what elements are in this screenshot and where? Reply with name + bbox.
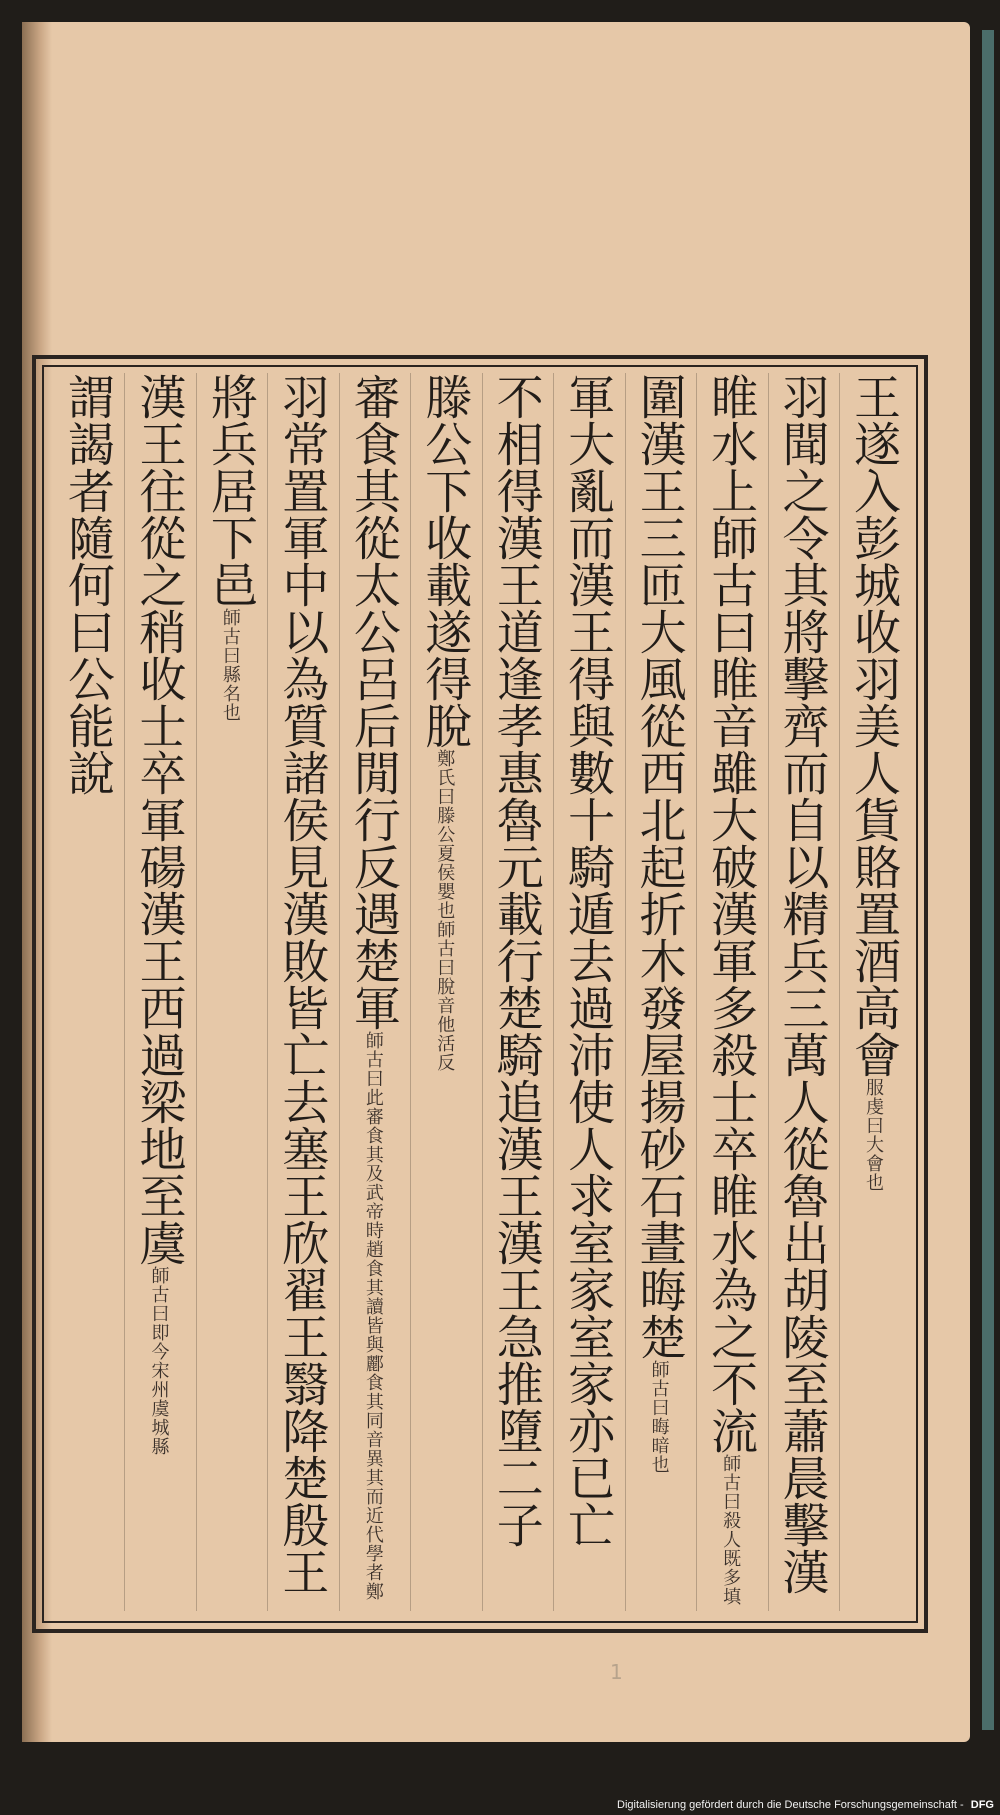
main-text: 羽常置軍中以為質諸侯見漢敗皆亡去塞王欣翟王翳降楚殷王 (274, 373, 330, 1595)
text-columns (54, 373, 906, 1611)
text-column (482, 373, 549, 1611)
commentary: 師古曰此審食其及武帝時趙食其讀皆與酈食其同音異其而近代學者鄭 (362, 1031, 384, 1601)
text-column (839, 373, 906, 1611)
page-mark: 1 (610, 1660, 623, 1684)
text-column (267, 373, 334, 1611)
commentary: 師古曰晦暗也 (648, 1360, 670, 1474)
book-cover-edge (982, 30, 994, 1730)
credit-text: Digitalisierung gefördert durch die Deutsche Forschungsgemeinschaft - (617, 1799, 964, 1811)
text-column (410, 373, 477, 1611)
main-text: 羽聞之令其將擊齊而自以精兵三萬人從魯出胡陵至蕭晨擊漢 (774, 373, 830, 1595)
commentary: 師古曰殺人既多填 (720, 1454, 742, 1606)
main-text: 睢水上師古曰睢音雖大破漢軍多殺士卒睢水為之不流 (703, 373, 759, 1454)
text-column (339, 373, 406, 1611)
text-column (625, 373, 692, 1611)
main-text: 圍漢王三匝大風從西北起折木發屋揚砂石晝晦楚 (631, 373, 687, 1360)
text-column (696, 373, 763, 1611)
text-column (553, 373, 620, 1611)
main-text: 王遂入彭城收羽美人貨賂置酒高會 (845, 373, 901, 1078)
commentary: 服虔曰大會也 (862, 1078, 884, 1192)
main-text: 漢王往從之稍收士卒軍碭漢王西過梁地至虞 (131, 373, 187, 1266)
main-text: 將兵居下邑 (202, 373, 258, 608)
commentary: 師古曰縣名也 (219, 608, 241, 722)
commentary: 鄭氏曰滕公夏侯嬰也師古曰脫音他活反 (434, 749, 456, 1072)
main-text: 不相得漢王道逢孝惠魯元載行楚騎追漢王漢王急推墮二子 (488, 373, 544, 1548)
dfg-logo: DFG (970, 1799, 994, 1811)
digitization-credit (0, 1799, 994, 1811)
text-column (768, 373, 835, 1611)
main-text: 軍大亂而漢王得與數十騎遁去過沛使人求室家室家亦已亡 (560, 373, 616, 1548)
text-column (54, 373, 120, 1611)
text-frame (32, 355, 928, 1633)
main-text: 滕公下收載遂得脫 (417, 373, 473, 749)
text-column (124, 373, 191, 1611)
commentary: 師古曰即今宋州虞城縣 (148, 1266, 170, 1456)
main-text: 審食其從太公呂后閒行反遇楚軍 (345, 373, 401, 1031)
main-text: 謂謁者隨何曰公能說 (60, 373, 115, 796)
text-column (196, 373, 263, 1611)
